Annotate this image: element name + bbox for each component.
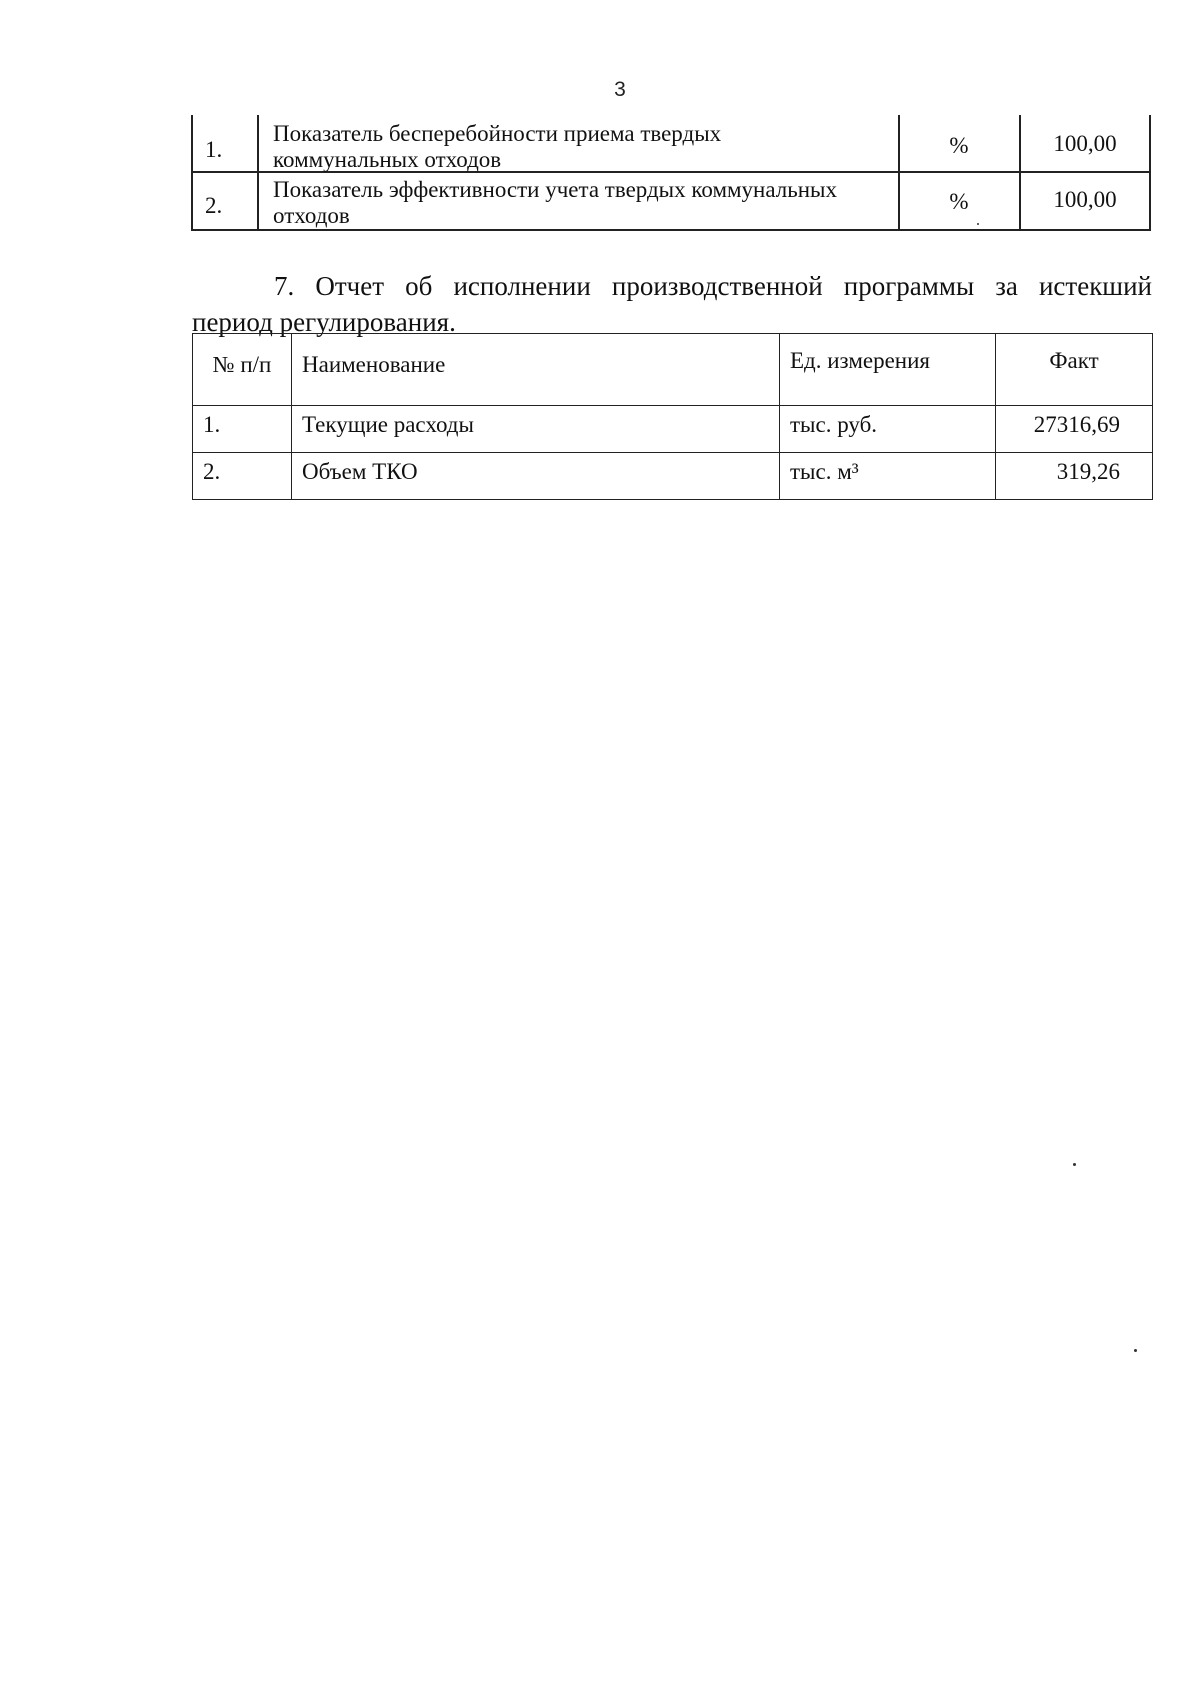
header-fact: Факт — [996, 334, 1153, 406]
section-heading — [192, 268, 1152, 340]
scan-speck — [1134, 1349, 1137, 1352]
indicator-name — [273, 121, 893, 173]
unit: % — [949, 189, 969, 214]
table-border — [191, 229, 1151, 231]
table-row — [193, 406, 1153, 453]
row-number: 2. — [205, 193, 223, 218]
indicator-name-line: Показатель бесперебойности приема твердых — [273, 121, 722, 146]
table-row — [193, 453, 1153, 500]
section-heading-line: период регулирования. — [192, 307, 456, 337]
row-name: Объем ТКО — [292, 453, 780, 500]
row-unit: тыс. руб. — [780, 406, 996, 453]
row-name: Текущие расходы — [292, 406, 780, 453]
header-num: № п/п — [193, 334, 292, 406]
value: 100,00 — [1053, 187, 1117, 212]
row-fact: 27316,69 — [996, 406, 1153, 453]
indicators-table — [191, 115, 1151, 231]
indicator-name-line: отходов — [273, 203, 350, 228]
table-border — [191, 115, 193, 231]
unit: % — [949, 133, 969, 158]
row-number: 2. — [193, 453, 292, 500]
indicator-name-line: коммунальных отходов — [273, 147, 502, 172]
scan-speck — [1073, 1163, 1076, 1166]
table-border — [257, 115, 259, 231]
program-report-table — [192, 333, 1153, 500]
table-header-row — [193, 334, 1153, 406]
page-number: 3 — [614, 78, 626, 101]
row-number: 1. — [193, 406, 292, 453]
scan-speck — [977, 223, 979, 225]
row-number: 1. — [205, 137, 223, 162]
indicator-name-line: Показатель эффективности учета твердых коммунальных — [273, 177, 838, 202]
row-fact: 319,26 — [996, 453, 1153, 500]
section-heading-line: 7. Отчет об исполнении производственной программы за истекший — [274, 271, 1152, 301]
header-unit: Ед. измерения — [780, 334, 996, 406]
table-border — [1149, 115, 1151, 231]
header-name: Наименование — [292, 334, 780, 406]
row-unit: тыс. м³ — [780, 453, 996, 500]
value: 100,00 — [1053, 131, 1117, 156]
indicator-name — [273, 177, 893, 229]
